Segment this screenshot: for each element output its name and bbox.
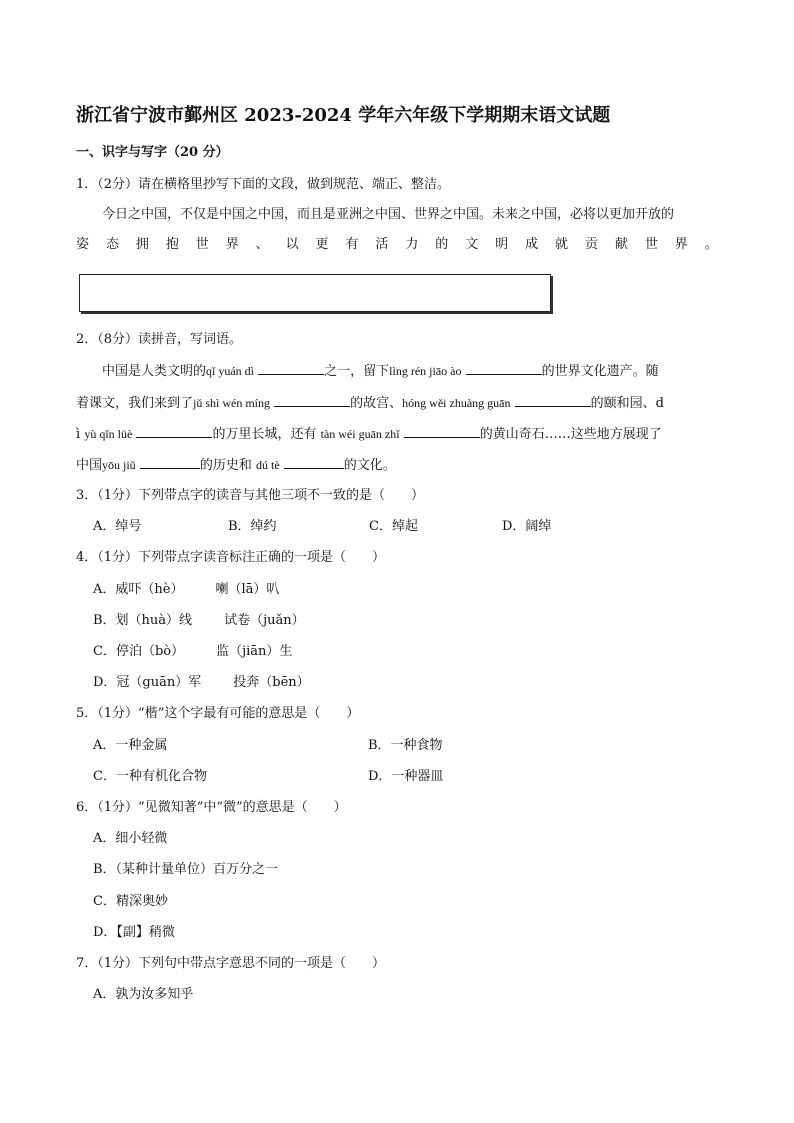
pinyin: yōu jiǔ xyxy=(102,458,136,472)
answer-blank[interactable] xyxy=(140,456,200,469)
option-c[interactable]: C．精深奥妙 xyxy=(93,894,168,909)
question-4-stem: 4．（1分）下列带点字读音标注正确的一项是（ ） xyxy=(76,550,386,565)
passage-char: 。 xyxy=(704,237,718,252)
question-5-stem: 5．（1分）“楷”这个字最有可能的意思是（ ） xyxy=(76,706,360,721)
passage-char: 世 xyxy=(644,237,658,252)
question-2-line1 xyxy=(102,362,659,381)
option-part: 喇（lā）叭 xyxy=(215,582,280,597)
passage-char: 拥 xyxy=(135,237,149,252)
passage-char: 有 xyxy=(345,237,359,252)
text: 的文化。 xyxy=(343,458,396,473)
option-a[interactable]: A．绰号 xyxy=(93,519,142,534)
option-a[interactable]: A．细小轻微 xyxy=(93,831,168,846)
section-heading: 一、识字与写字（20 分） xyxy=(76,145,229,160)
passage-char: 的 xyxy=(435,237,449,252)
answer-blank[interactable] xyxy=(515,394,591,407)
pinyin: jǔ shì wén míng xyxy=(193,396,271,410)
passage-char: 文 xyxy=(465,237,479,252)
option-part: B．划（huà）线 xyxy=(93,613,193,628)
passage-char: 姿 xyxy=(76,237,90,252)
answer-blank[interactable] xyxy=(466,362,542,375)
pinyin: yù qǐn lüè xyxy=(84,427,133,441)
question-6-stem: 6．（1分）“见微知著”中“微”的意思是（ ） xyxy=(76,800,347,815)
question-2-stem: 2．（8分）读拼音，写词语。 xyxy=(76,332,243,347)
text: ì xyxy=(76,427,81,442)
answer-blank[interactable] xyxy=(274,394,350,407)
question-3-stem: 3．（1分）下列带点字的读音与其他三项不一致的是（ ） xyxy=(76,488,425,503)
passage-char: 献 xyxy=(614,237,628,252)
option-c[interactable]: C．一种有机化合物 xyxy=(93,769,207,784)
pinyin: dú tè xyxy=(255,458,280,472)
option-part: 监（jiān）生 xyxy=(216,644,293,659)
option-part: A．威吓（hè） xyxy=(93,582,184,597)
passage-char: 以 xyxy=(285,237,299,252)
passage-char: 成 xyxy=(525,237,539,252)
text: 中国 xyxy=(76,458,103,473)
text: 之一，留下 xyxy=(324,364,390,379)
option-a[interactable] xyxy=(93,581,279,599)
question-7-stem: 7．（1分）下列句中带点字意思不同的一项是（ ） xyxy=(76,956,386,971)
text: 中国是人类文明的 xyxy=(102,364,207,379)
text: 着课文，我们来到了 xyxy=(76,396,194,411)
question-2-line3 xyxy=(76,425,662,444)
option-d[interactable]: D．一种器皿 xyxy=(368,769,444,784)
passage-char: 明 xyxy=(495,237,509,252)
option-part: C．停泊（bò） xyxy=(93,644,185,659)
question-2-line4 xyxy=(76,456,396,475)
copy-writing-box[interactable] xyxy=(79,274,551,312)
answer-blank[interactable] xyxy=(258,362,324,375)
passage-char: 界 xyxy=(674,237,688,252)
option-b[interactable]: B．（某种计量单位）百万分之一 xyxy=(93,862,279,877)
passage-char: 就 xyxy=(555,237,569,252)
answer-blank[interactable] xyxy=(136,425,212,438)
option-a[interactable]: A．一种金属 xyxy=(93,738,168,753)
question-1-passage-line2 xyxy=(76,236,718,256)
passage-char: 力 xyxy=(405,237,419,252)
option-c[interactable]: C．绰起 xyxy=(369,519,418,534)
option-a[interactable]: A．孰为汝多知乎 xyxy=(93,987,194,1002)
passage-char: 贡 xyxy=(584,237,598,252)
pinyin: hóng wěi zhuàng guān xyxy=(402,396,511,410)
text: 的万里长城，还有 xyxy=(212,427,317,442)
option-part: 试卷（juǎn） xyxy=(224,613,305,628)
text: 的历史和 xyxy=(199,458,252,473)
option-part: D．冠（guān）军 xyxy=(93,675,202,690)
pinyin: tàn wéi guān zhǐ xyxy=(320,427,400,441)
option-c[interactable] xyxy=(93,643,292,661)
passage-char: 、 xyxy=(255,237,269,252)
passage-char: 世 xyxy=(195,237,209,252)
passage-char: 界 xyxy=(225,237,239,252)
question-2-line2 xyxy=(76,394,664,413)
answer-blank[interactable] xyxy=(284,456,344,469)
option-d[interactable] xyxy=(93,674,310,692)
option-d[interactable]: D．【副】稍微 xyxy=(93,925,175,940)
pinyin: qǐ yuán dì xyxy=(206,364,255,378)
passage-char: 活 xyxy=(375,237,389,252)
text: 的世界文化遗产。随 xyxy=(541,364,659,379)
passage-char: 态 xyxy=(105,237,119,252)
text: 的黄山奇石……这些地方展现了 xyxy=(479,427,662,442)
pinyin: lìng rén jiāo ào xyxy=(389,364,462,378)
text: 的故宫、 xyxy=(350,396,403,411)
answer-blank[interactable] xyxy=(404,425,480,438)
passage-char: 抱 xyxy=(165,237,179,252)
passage-char: 更 xyxy=(315,237,329,252)
option-b[interactable]: B．绰约 xyxy=(228,519,277,534)
option-d[interactable]: D．阔绰 xyxy=(502,519,552,534)
text: 的颐和园、d xyxy=(590,396,664,411)
page-title: 浙江省宁波市鄞州区 2023-2024 学年六年级下学期期末语文试题 xyxy=(76,105,611,126)
question-1-stem: 1．（2分）请在横格里抄写下面的文段，做到规范、端正、整洁。 xyxy=(76,177,451,192)
option-b[interactable]: B．一种食物 xyxy=(368,738,443,753)
question-1-passage-line1: 今日之中国，不仅是中国之中国，而且是亚洲之中国、世界之中国。未来之中国，必将以更加开放的 xyxy=(102,207,675,222)
option-part: 投奔（bēn） xyxy=(233,675,310,690)
option-b[interactable] xyxy=(93,612,305,630)
